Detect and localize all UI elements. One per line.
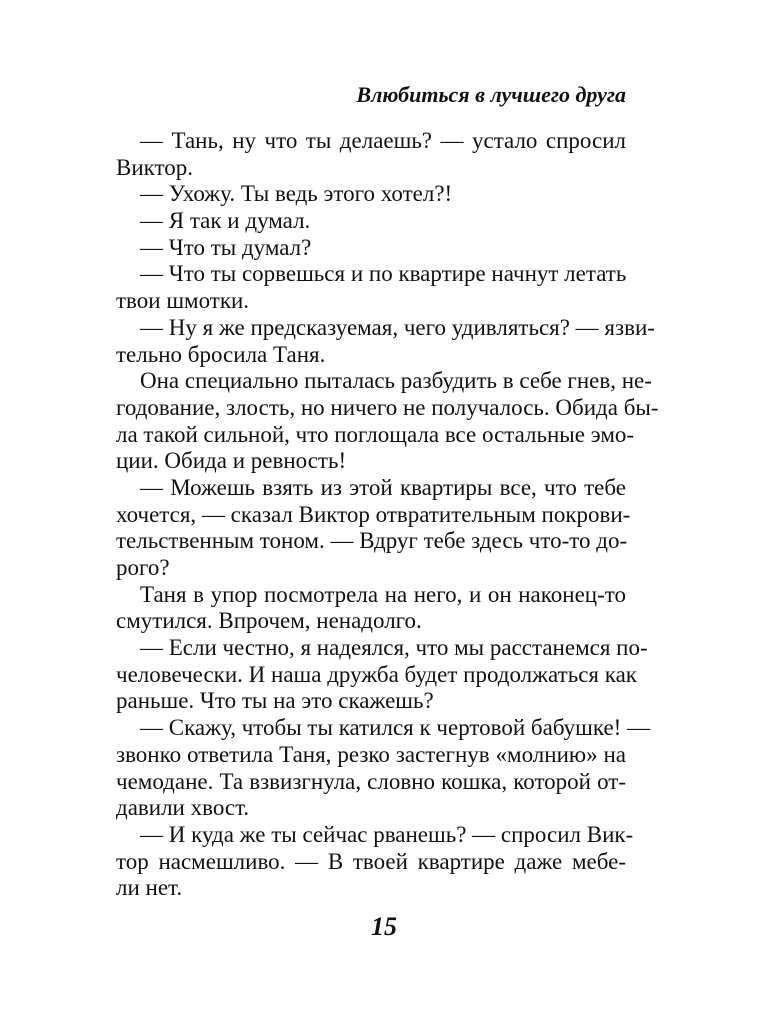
text-line: — Я так и думал.	[140, 208, 311, 234]
text-line: Виктор.	[116, 154, 194, 180]
text-line: — Тань, ну что ты делаешь? — устало спросил	[140, 128, 626, 153]
text-line: — И куда же ты сейчас рванешь? — спросил Вик-	[140, 821, 634, 847]
text-line: Она специально пыталась разбудить в себе гнев, не-	[140, 368, 652, 394]
text-line: рого?	[116, 555, 170, 580]
body-text	[116, 128, 659, 902]
text-line: хочется, — сказал Виктор отвратительным покрови-	[116, 501, 631, 527]
text-line: ли нет.	[116, 875, 183, 901]
text-line: ла такой сильной, что поглощала все остальные эмо-	[116, 421, 635, 447]
text-line: — Что ты думал?	[140, 234, 312, 260]
text-line: тельственным тоном. — Вдруг тебе здесь что-то до-	[116, 528, 628, 554]
text-line: давили хвост.	[116, 795, 250, 821]
text-line: твои шмотки.	[116, 288, 250, 314]
text-line: — Ну я же предсказуемая, чего удивляться? — язви-	[140, 314, 655, 340]
text-line: человечески. И наша дружба будет продолжаться как	[116, 661, 637, 687]
text-line: чемодане. Та взвизгнула, словно кошка, которой от-	[116, 768, 626, 794]
text-line: звонко ответила Таня, резко застегнув «молнию» на	[116, 741, 626, 767]
text-line: смутился. Впрочем, ненадолго.	[116, 608, 422, 634]
text-line: тельно бросила Таня.	[116, 341, 326, 367]
text-line: — Можешь взять из этой квартиры все, что тебе	[140, 474, 626, 500]
page-number: 15	[371, 912, 397, 941]
text-line: — Если честно, я надеялся, что мы расстанемся по-	[140, 635, 648, 661]
text-line: ции. Обида и ревность!	[116, 448, 347, 474]
text-line: Таня в упор посмотрела на него, и он наконец-то	[140, 581, 626, 607]
text-line: — Скажу, чтобы ты катился к чертовой бабушке! —	[140, 715, 651, 741]
text-line: годование, злость, но ничего не получалось. Обида бы-	[116, 394, 659, 420]
text-line: тор насмешливо. — В твоей квартире даже мебе-	[116, 848, 626, 874]
text-line: — Что ты сорвешься и по квартире начнут летать	[140, 261, 627, 287]
text-line: — Ухожу. Ты ведь этого хотел?!	[140, 181, 453, 207]
running-head: Влюбиться в лучшего друга	[356, 82, 626, 107]
text-line: раньше. Что ты на это скажешь?	[116, 688, 434, 714]
